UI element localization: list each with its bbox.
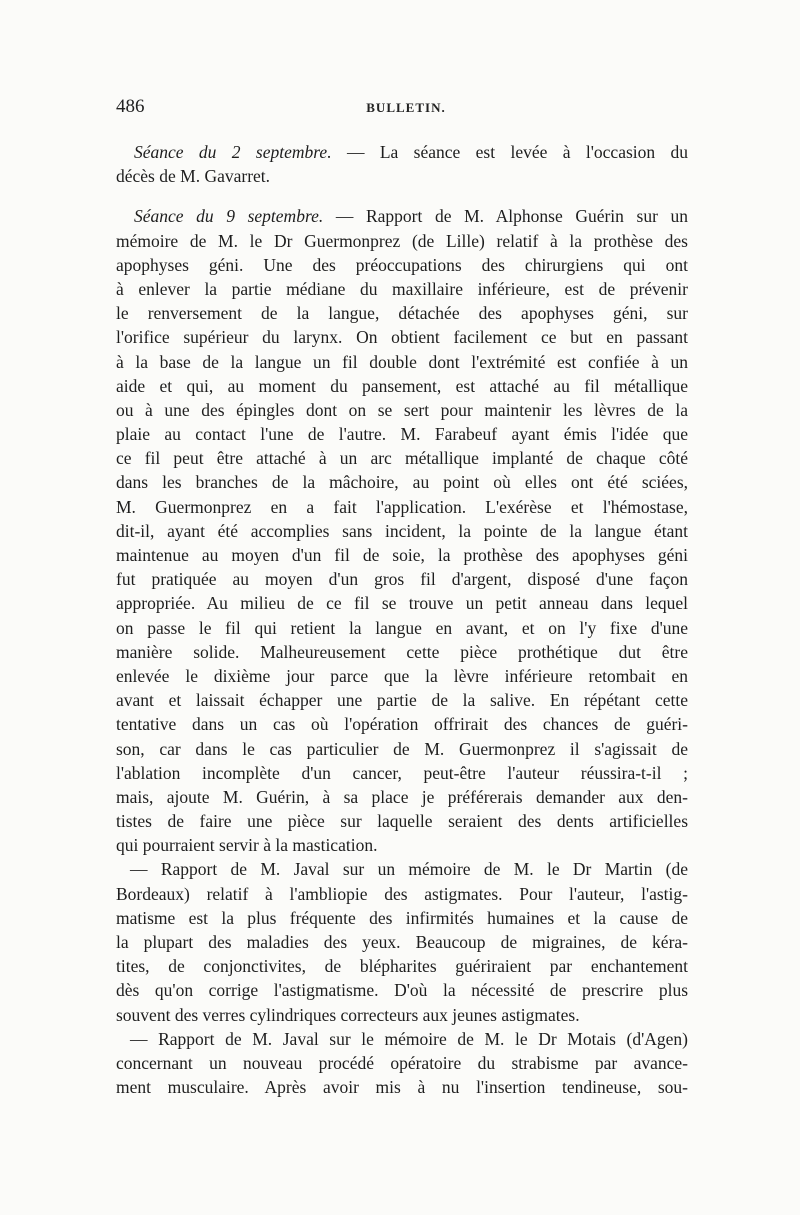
text-line: ment musculaire. Après avoir mis à nu l'insertion tendineuse, sou- (116, 1077, 688, 1098)
text-line: Séance du 9 septembre. — Rapport de M. Alphonse Guérin sur un (134, 206, 688, 227)
text-line: enlevée le dixième jour parce que la lèvre inférieure retombait en (116, 665, 688, 686)
text-line: tentative dans un cas où l'opération offrirait des chances de guéri- (116, 714, 688, 735)
text-line: décès de M. Gavarret. (116, 166, 271, 187)
text-line: plaie au contact l'une de l'autre. M. Farabeuf ayant émis l'idée que (116, 424, 688, 445)
text-line: M. Guermonprez en a fait l'application. L'exérèse et l'hémostase, (116, 496, 688, 517)
text-line: l'orifice supérieur du larynx. On obtient facilement ce but en passant (116, 327, 688, 348)
paragraph-gap (116, 188, 688, 204)
text-line: avant et laissait échapper une partie de la salive. En répétant cette (116, 690, 688, 711)
text-line: mémoire de M. le Dr Guermonprez (de Lille) relatif à la prothèse des (116, 230, 688, 251)
text-line: aide et qui, au moment du pansement, est attaché au fil métallique (116, 375, 688, 396)
text-line: qui pourraient servir à la mastication. (116, 835, 378, 856)
text-line: la plupart des maladies des yeux. Beaucoup de migraines, de kéra- (116, 932, 688, 952)
page-header (116, 96, 696, 126)
text-line: apophyses géni. Une des préoccupations des chirurgiens qui ont (116, 254, 688, 275)
text-line: le renversement de la langue, détachée des apophyses géni, sur (116, 303, 688, 324)
body-text (116, 140, 688, 1099)
text-line: concernant un nouveau procédé opératoire du strabisme par avance- (116, 1052, 688, 1073)
text-line: à enlever la partie médiane du maxillaire inférieure, est de prévenir (116, 278, 688, 299)
paragraph (116, 204, 688, 857)
paragraph (116, 857, 688, 1026)
text-line: Séance du 2 septembre. — La séance est levée à l'occasion du (134, 142, 689, 162)
page-number: 486 (116, 96, 145, 117)
paragraph (116, 140, 688, 188)
text-line: matisme est la plus fréquente des infirmités humaines et la cause de (116, 907, 688, 928)
text-line: mais, ajoute M. Guérin, à sa place je préférerais demander aux den- (116, 786, 688, 807)
paragraph (116, 1027, 688, 1100)
session-date: Séance du 2 septembre. (134, 142, 332, 162)
text-line: manière solide. Malheureusement cette pièce prothétique dut être (116, 641, 688, 662)
text-line: son, car dans le cas particulier de M. Guermonprez il s'agissait de (116, 738, 688, 759)
text-line: ou à une des épingles dont on se sert pour maintenir les lèvres de la (116, 399, 688, 420)
text-line: l'ablation incomplète d'un cancer, peut-être l'auteur réussira-t-il ; (116, 762, 688, 783)
running-head: BULLETIN. (366, 100, 446, 115)
text-line: ce fil peut être attaché à un arc métallique implanté de chaque côté (116, 448, 688, 469)
text-line: souvent des verres cylindriques correcteurs aux jeunes astigmates. (116, 1004, 580, 1025)
session-date: Séance du 9 septembre. (134, 206, 324, 227)
text-line: maintenue au moyen d'un fil de soie, la prothèse des apophyses géni (116, 545, 688, 565)
text-line: appropriée. Au milieu de ce fil se trouve un petit anneau dans lequel (116, 593, 688, 614)
text-line: — Rapport de M. Javal sur le mémoire de M. le Dr Motais (d'Agen) (130, 1028, 688, 1049)
text-line: on passe le fil qui retient la langue en avant, et on l'y fixe d'une (116, 617, 688, 638)
text-line: dès qu'on corrige l'astigmatisme. D'où la nécessité de prescrire plus (116, 980, 688, 1001)
text-line: tites, de conjonctivites, de blépharites guériraient par enchantement (116, 956, 688, 977)
text-line: dans les branches de la mâchoire, au point où elles ont été sciées, (116, 472, 688, 493)
text-line: à la base de la langue un fil double dont l'extrémité est confiée à un (116, 351, 688, 372)
text-line: Bordeaux) relatif à l'ambliopie des astigmates. Pour l'auteur, l'astig- (116, 883, 688, 904)
text-line: tistes de faire une pièce sur laquelle seraient des dents artificielles (116, 811, 688, 832)
text-line: — Rapport de M. Javal sur un mémoire de M. le Dr Martin (de (130, 859, 688, 880)
text-line: fut pratiquée au moyen d'un gros fil d'argent, disposé d'une façon (116, 569, 688, 590)
text-line: dit-il, ayant été accomplies sans incident, la pointe de la langue étant (116, 520, 688, 541)
